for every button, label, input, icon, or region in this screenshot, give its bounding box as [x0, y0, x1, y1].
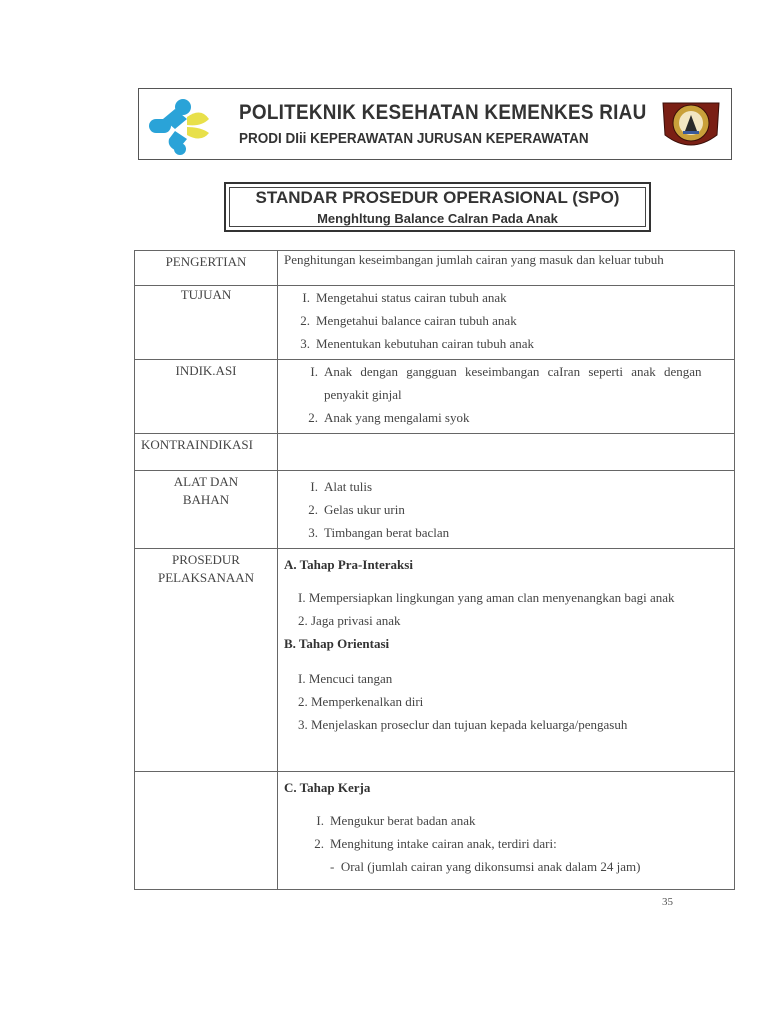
list-item: 2. Gelas ukur urin: [308, 502, 405, 517]
list-item: 3. Menentukan kebutuhan cairan tubuh anak: [300, 336, 535, 351]
row-indikasi: [135, 360, 735, 434]
label-tujuan: TUJUAN: [180, 287, 232, 302]
list-item: I. Mengukur berat badan anak: [316, 813, 476, 828]
spo-table: [134, 250, 735, 890]
pengertian-text: Penghitungan keseimbangan jumlah cairan yang masuk dan keluar tubuh: [284, 252, 664, 267]
institution-title: POLITEKNIK KESEHATAN KEMENKES RIAU: [239, 101, 647, 124]
spo-title: STANDAR PROSEDUR OPERASIONAL (SPO): [255, 188, 620, 207]
list-item: I. Mempersiapkan lingkungan yang aman clan menyenangkan bagi anak: [298, 590, 675, 605]
list-item: I. Alat tulis: [310, 479, 373, 494]
row-pengertian: [135, 251, 735, 286]
spo-subtitle: Menghltung Balance Calran Pada Anak: [317, 211, 558, 226]
spo-title-box: [224, 182, 651, 232]
list-item: 2. Mengetahui balance cairan tubuh anak: [300, 313, 517, 328]
label-alat-line2: BAHAN: [182, 492, 230, 507]
row-tahap-kerja: [135, 772, 735, 890]
label-alat-line1: ALAT DAN: [173, 474, 239, 489]
list-item: 2. Anak yang mengalami syok: [308, 410, 470, 425]
row-tujuan: [135, 286, 735, 360]
list-item: 2. Jaga privasi anak: [298, 613, 401, 628]
list-item: 3. Menjelaskan proseclur dan tujuan kepada keluarga/pengasuh: [298, 717, 628, 732]
section-tahap-kerja: C. Tahap Kerja: [284, 780, 371, 795]
sub-list-item: - Oral (jumlah cairan yang dikonsumsi anak dalam 24 jam): [330, 859, 641, 874]
list-item: I. Anak dengan gangguan keseimbangan caIran seperti anak dengan: [310, 364, 702, 379]
label-pengertian: PENGERTIAN: [165, 254, 247, 269]
kemenkes-logo-icon: [147, 97, 217, 155]
header-box: [138, 88, 732, 160]
list-item: I. Mencuci tangan: [298, 671, 393, 686]
riau-emblem-icon: [659, 95, 723, 155]
row-alat-bahan: [135, 471, 735, 549]
section-orientasi: B. Tahap Orientasi: [284, 636, 390, 651]
program-subtitle: PRODI DIii KEPERAWATAN JURUSAN KEPERAWATAN: [239, 131, 589, 147]
section-pra-interaksi: A. Tahap Pra-Interaksi: [284, 557, 413, 572]
label-prosedur-line2: PELAKSANAAN: [157, 570, 255, 585]
row-prosedur: [135, 549, 735, 772]
list-item: 3. Timbangan berat baclan: [308, 525, 450, 540]
list-item: 2. Memperkenalkan diri: [298, 694, 424, 709]
label-indikasi: INDIK.ASI: [175, 363, 237, 378]
list-item-continuation: penyakit ginjal: [324, 387, 402, 402]
list-item: 2. Menghitung intake cairan anak, terdiri dari:: [314, 836, 557, 851]
list-item: I. Mengetahui status cairan tubuh anak: [302, 290, 507, 305]
label-kontraindikasi: KONTRAINDIKASI: [141, 437, 253, 452]
page-number: 35: [662, 896, 673, 908]
label-prosedur-line1: PROSEDUR: [172, 552, 240, 567]
row-kontraindikasi: [135, 434, 735, 471]
